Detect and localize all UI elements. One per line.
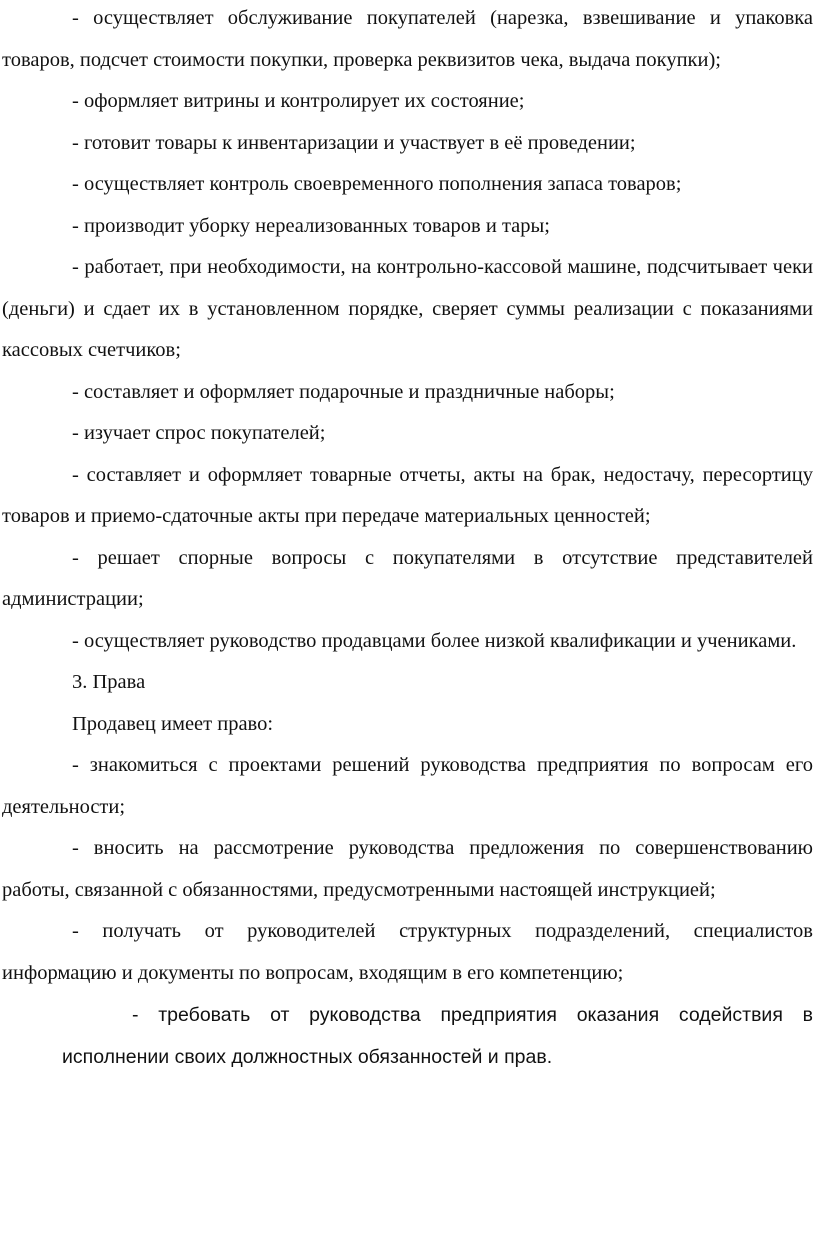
right-propose-improvements: - вносить на рассмотрение руководства предложения по совершенствованию работы, связанной с обязанностями, предусмотренными настоящей инструкцией; [2, 837, 813, 901]
right-review-projects: - знакомиться с проектами решений руководства предприятия по вопросам его деятельности; [2, 754, 813, 818]
duty-reports: - составляет и оформляет товарные отчеты, акты на брак, недостачу, пересортицу товаров и приемо-сдаточные акты при передаче материальных ценностей; [2, 463, 813, 527]
rights-intro: Продавец имеет право: [72, 712, 274, 735]
right-demand-assistance: - требовать от руководства предприятия оказания содействия в исполнении своих должностных обязанностей и прав. [62, 1004, 813, 1068]
duty-cleanup: - производит уборку нереализованных товаров и тары; [72, 214, 550, 237]
duty-disputes: - решает спорные вопросы с покупателями в отсутствие представителей администрации; [2, 546, 813, 610]
duty-demand-study: - изучает спрос покупателей; [72, 422, 326, 444]
right-obtain-information: - получать от руководителей структурных подразделений, специалистов информацию и документы по вопросам, входящим в его компетенцию; [2, 920, 813, 984]
duty-supervision: - осуществляет руководство продавцами более низкой квалификации и учениками. [72, 629, 797, 652]
duty-showcases: - оформляет витрины и контролирует их состояние; [72, 90, 525, 112]
duty-customer-service: - осуществляет обслуживание покупателей (нарезка, взвешивание и упаковка товаров, подсчет стоимости покупки, проверка реквизитов чека, выдача покупки); [2, 7, 813, 71]
duty-inventory: - готовит товары к инвентаризации и участвует в её проведении; [72, 131, 636, 154]
section-heading-rights: 3. Права [72, 671, 146, 693]
duty-gift-sets: - составляет и оформляет подарочные и праздничные наборы; [72, 380, 615, 403]
duty-cash-register: - работает, при необходимости, на контрольно-кассовой машине, подсчитывает чеки (деньги) и сдает их в установленном порядке, сверяет суммы реализации с показаниями кассовых счетчиков; [2, 256, 813, 361]
duty-stock-control: - осуществляет контроль своевременного пополнения запаса товаров; [72, 173, 682, 195]
